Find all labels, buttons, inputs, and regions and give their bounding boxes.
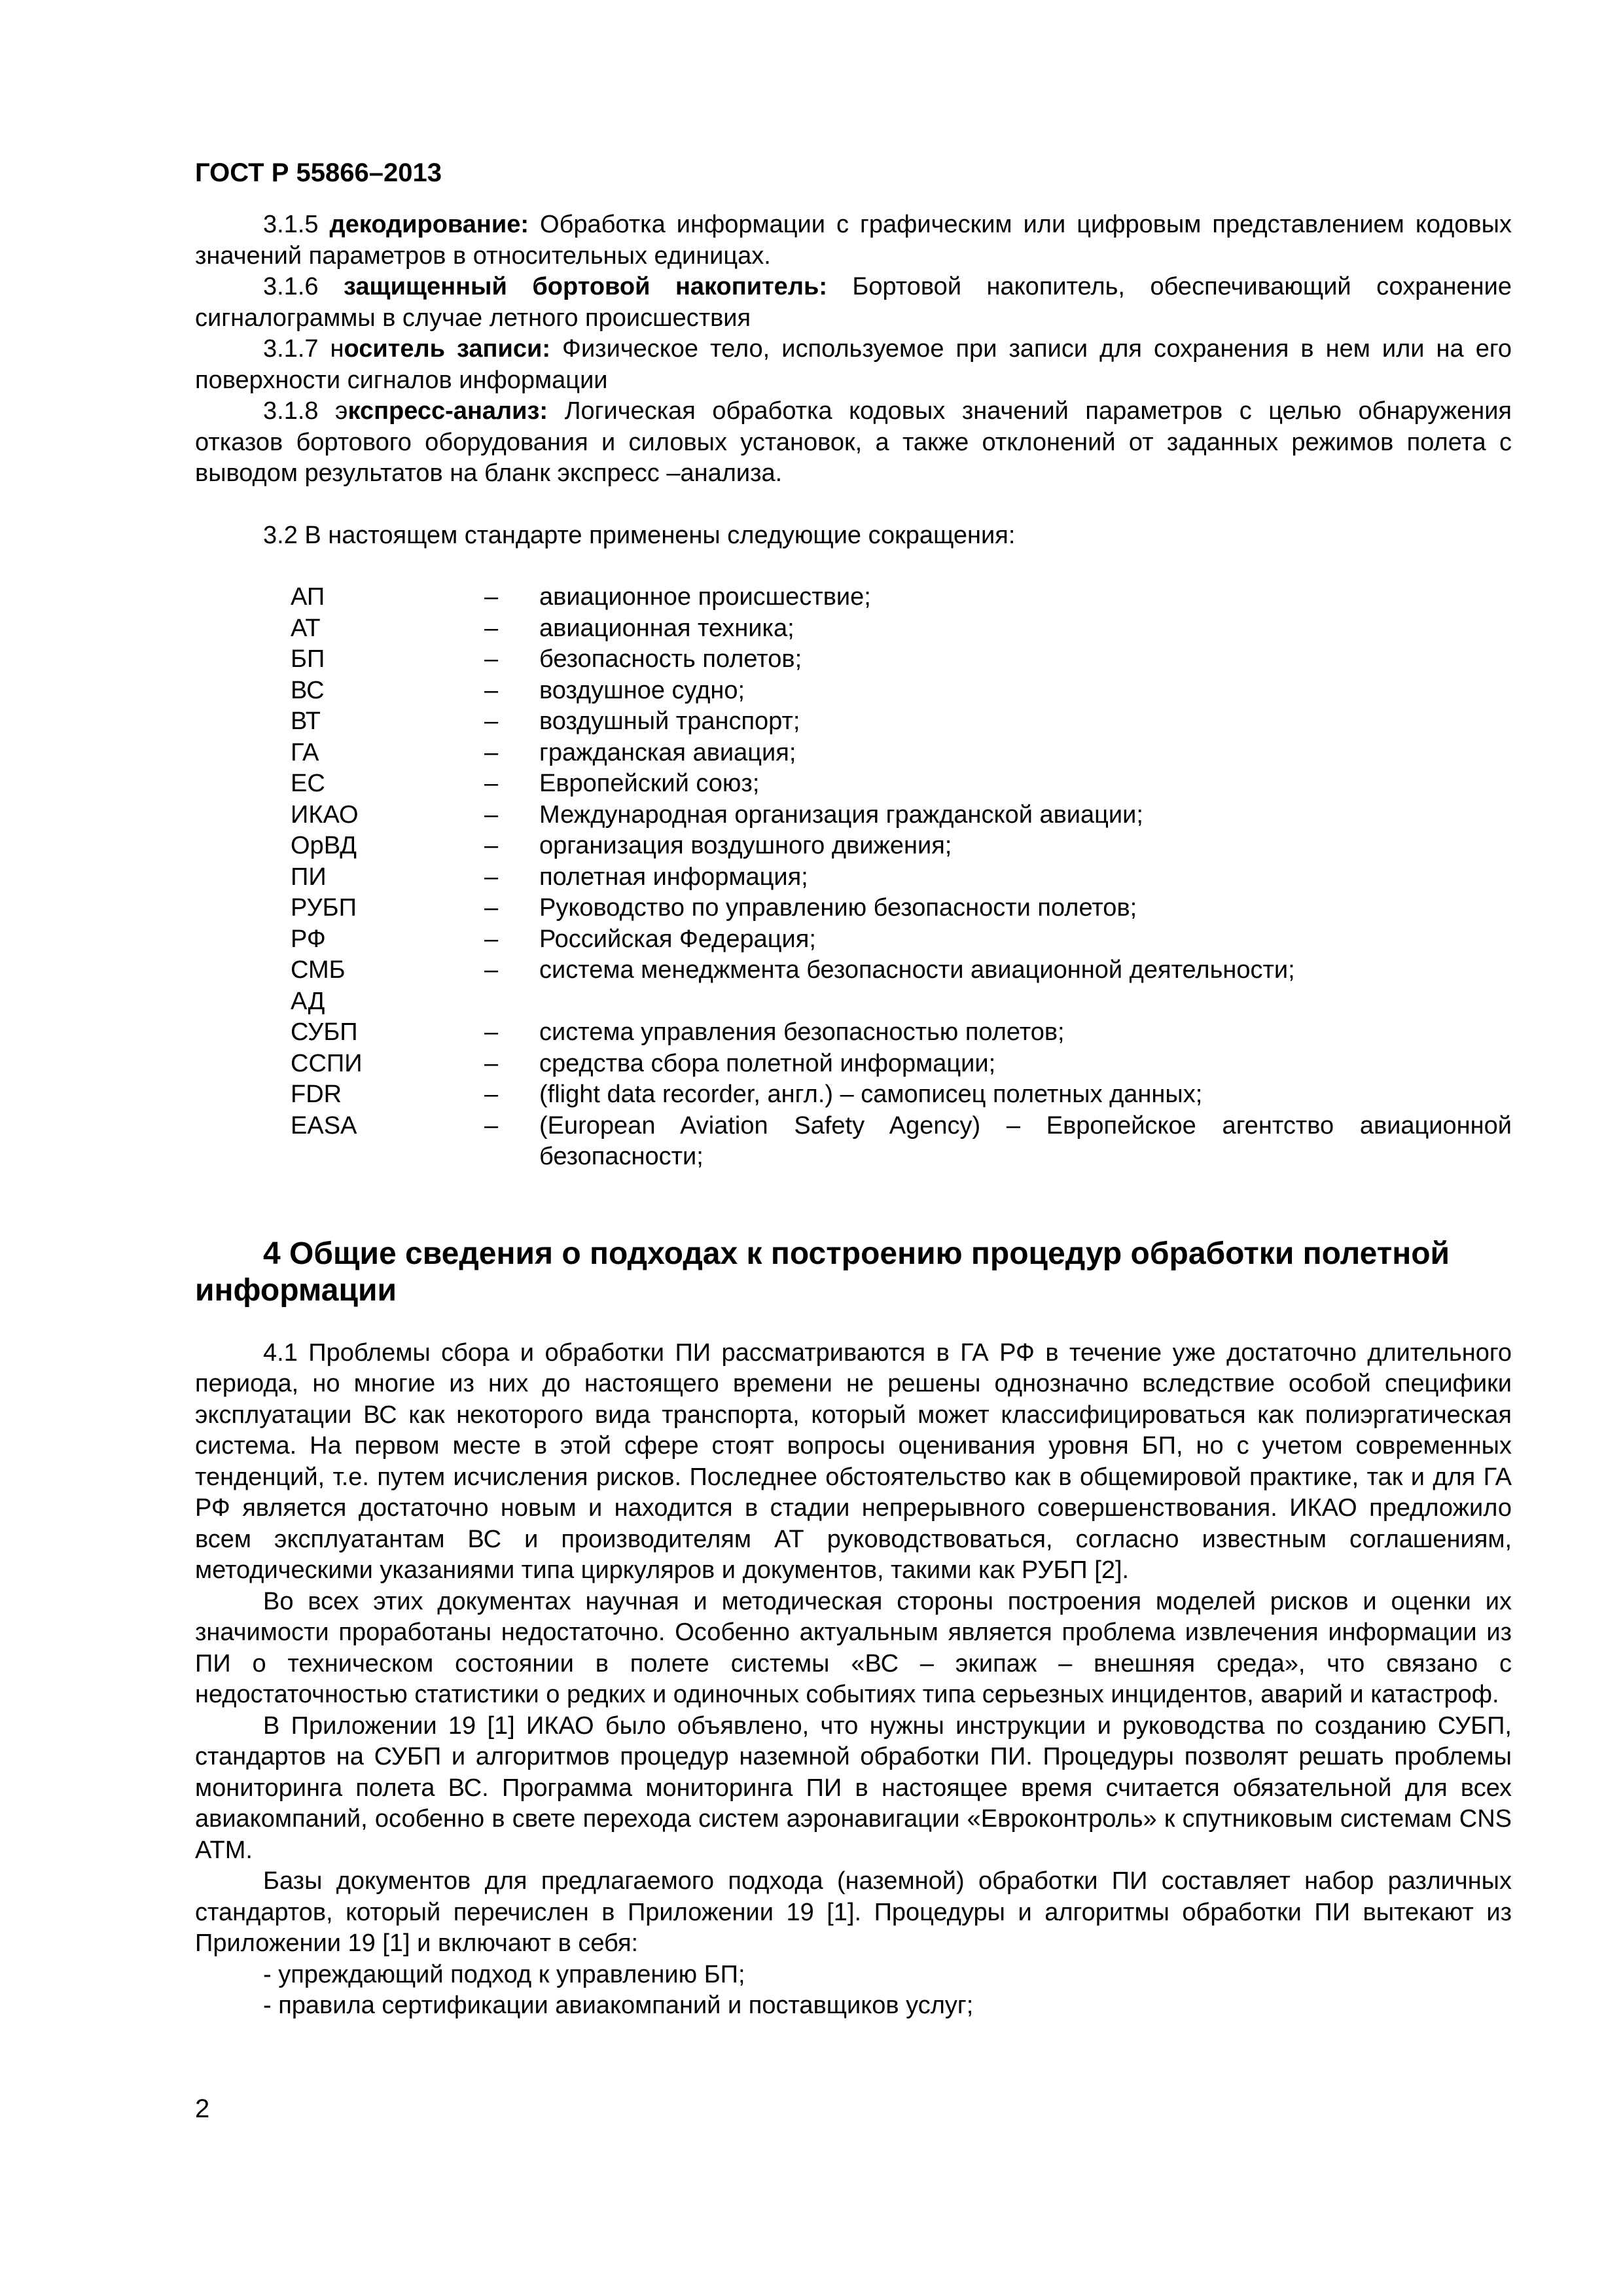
abbreviation-row <box>195 1111 1512 1173</box>
abbreviation-row <box>195 1079 1512 1111</box>
abbreviation-row <box>195 613 1512 645</box>
abbreviation-term: РФ <box>291 925 326 953</box>
abbreviation-dash: – <box>484 800 499 829</box>
abbreviation-dash: – <box>484 708 499 735</box>
abbreviation-term: ВС <box>291 676 325 704</box>
abbreviation-term: EASA <box>291 1111 357 1139</box>
paragraph: Во всех этих документах научная и методическая стороны построения моделей рисков и оценки их значимости проработаны недостаточно. Особенно актуальным является проблема извлечения информации из ПИ о техническом состоянии в полете системы «ВС – экипаж – внешняя среда», что связано с недостаточностью статистики о редких и одиночных событиях типа серьезных инцидентов, аварий и катастроф. <box>195 1587 1512 1708</box>
abbreviation-term: АТ <box>291 614 321 642</box>
abbreviation-definition: система управления безопасностью полетов; <box>539 1018 1065 1046</box>
abbreviation-definition: авиационное происшествие; <box>539 583 871 611</box>
abbreviation-dash: – <box>484 645 499 673</box>
abbreviation-definition: Международная организация гражданской авиации; <box>539 800 1143 829</box>
abbreviation-term: АП <box>291 583 325 611</box>
abbreviation-term: РУБП <box>291 894 357 922</box>
abbreviation-term: ГА <box>291 738 319 766</box>
abbreviation-row <box>195 675 1512 707</box>
abbreviation-definition: (flight data recorder, англ.) – самописец полетных данных; <box>539 1081 1203 1108</box>
list-item: - упреждающий подход к управлению БП; <box>263 1960 745 1988</box>
abbreviation-definition: полетная информация; <box>539 863 808 891</box>
definition-3-1-8: 3.1.8 экспресс-анализ: Логическая обработка кодовых значений параметров с целью обнаружения отказов бортового оборудования и силовых установок, а также отклонений от заданных режимов полета с выводом результатов на бланк экспресс –анализа. <box>195 397 1512 487</box>
document-body <box>195 209 1512 2022</box>
abbreviation-dash: – <box>484 738 499 766</box>
abbreviation-term: FDR <box>291 1081 342 1108</box>
abbreviation-row <box>195 644 1512 675</box>
abbreviation-term: БП <box>291 645 325 673</box>
abbreviation-row <box>195 768 1512 800</box>
definition-3-1-7: 3.1.7 носитель записи: Физическое тело, используемое при записи для сохранения в нем или на его поверхности сигналов информации <box>195 335 1512 394</box>
paragraph: 4.1 Проблемы сбора и обработки ПИ рассматриваются в ГА РФ в течение уже достаточно длительного периода, но многие из них до настоящего времени не решены однозначно вследствие особой специфики эксплуатации ВС как некоторого вида транспорта, который может классифицироваться как полиэргатическая система. На первом месте в этой сфере стоят вопросы оценивания уровня БП, но с учетом современных тенденций, т.е. путем исчисления рисков. Последнее обстоятельство как в общемировой практике, так и для ГА РФ является достаточно новым и находится в стадии непрерывного совершенствования. ИКАО предложило всем эксплуатантам ВС и производителям АТ руководствоваться, согласно известным соглашениям, методическими указаниями типа циркуляров и документов, такими как РУБП [2]. <box>195 1338 1512 1584</box>
definition-term: декодирование: <box>329 211 529 238</box>
paragraph: Базы документов для предлагаемого подхода (наземной) обработки ПИ составляет набор различных стандартов, который перечислен в Приложении 19 [1]. Процедуры и алгоритмы обработки ПИ вытекают из Приложении 19 [1] и включают в себя: <box>195 1867 1512 1957</box>
abbreviation-definition: гражданская авиация; <box>539 738 796 766</box>
abbreviation-row <box>195 862 1512 893</box>
abbreviation-row <box>195 1017 1512 1049</box>
abbreviation-dash: – <box>484 1049 499 1077</box>
abbreviation-term: ПИ <box>291 863 327 891</box>
definition-3-1-5: 3.1.5 декодирование: Обработка информации с графическим или цифровым представлением кодовых значений параметров в относительных единицах. <box>195 211 1512 270</box>
document-header: ГОСТ Р 55866–2013 <box>195 158 442 187</box>
abbreviation-term: СУБП <box>291 1018 358 1046</box>
paragraph: В Приложении 19 [1] ИКАО было объявлено, что нужны инструкции и руководства по созданию СУБП, стандартов на СУБП и алгоритмов процедур наземной обработки ПИ. Процедуры позволят решать проблемы мониторинга полета ВС. Программа мониторинга ПИ в настоящее время считается обязательной для всех авиакомпаний, особенно в свете перехода систем аэронавигации «Евроконтроль» к спутниковым системам CNS ATM. <box>195 1712 1512 1864</box>
abbreviation-row <box>195 831 1512 862</box>
abbreviation-definition: воздушный транспорт; <box>539 708 800 735</box>
abbreviation-row <box>195 738 1512 769</box>
abbreviation-dash: – <box>484 614 499 642</box>
abbreviation-row <box>195 924 1512 956</box>
abbreviation-dash: – <box>484 894 499 922</box>
definition-3-1-6: 3.1.6 защищенный бортовой накопитель: Бортовой накопитель, обеспечивающий сохранение сигналограммы в случае летного происшествия <box>195 273 1512 332</box>
abbreviation-dash: – <box>484 770 499 797</box>
abbreviation-dash: – <box>484 583 499 611</box>
abbreviation-row <box>195 893 1512 924</box>
section-4-heading: 4 Общие сведения о подходах к построению процедур обработки полетной информации <box>195 1236 1450 1308</box>
abbreviation-dash: – <box>484 956 499 984</box>
abbreviation-term: ЕС <box>291 770 325 797</box>
abbreviation-row <box>195 1049 1512 1080</box>
abbreviation-definition: организация воздушного движения; <box>539 832 952 859</box>
abbreviation-definition: безопасность полетов; <box>539 645 802 673</box>
abbreviations-list <box>195 582 1512 1173</box>
list-item: - правила сертификации авиакомпаний и поставщиков услуг; <box>263 1992 974 2019</box>
definition-term: оситель записи: <box>344 335 551 363</box>
abbreviations-intro: 3.2 В настоящем стандарте применены следующие сокращения: <box>263 521 1016 549</box>
abbreviation-definition: средства сбора полетной информации; <box>539 1049 996 1077</box>
abbreviation-definition: авиационная техника; <box>539 614 794 642</box>
abbreviation-term: СМБ АД <box>291 956 346 1015</box>
abbreviation-row <box>195 582 1512 613</box>
page-number: 2 <box>195 2094 210 2123</box>
abbreviation-dash: – <box>484 1111 499 1139</box>
abbreviation-term: ОрВД <box>291 832 357 859</box>
abbreviation-term: ССПИ <box>291 1049 363 1077</box>
abbreviation-dash: – <box>484 832 499 859</box>
abbreviation-term: ИКАО <box>291 800 359 829</box>
abbreviation-dash: – <box>484 1018 499 1046</box>
abbreviation-dash: – <box>484 925 499 953</box>
abbreviation-definition: Европейский союз; <box>539 770 760 797</box>
abbreviation-dash: – <box>484 863 499 891</box>
abbreviation-dash: – <box>484 1081 499 1108</box>
definition-term: защищенный бортовой накопитель: <box>344 273 827 300</box>
abbreviation-definition: Руководство по управлению безопасности полетов; <box>539 894 1137 922</box>
abbreviation-row <box>195 706 1512 738</box>
section-4-body <box>195 1338 1512 2022</box>
abbreviation-term: ВТ <box>291 708 321 735</box>
abbreviation-dash: – <box>484 676 499 704</box>
abbreviation-row <box>195 800 1512 831</box>
abbreviation-definition: Российская Федерация; <box>539 925 816 953</box>
abbreviation-definition: система менеджмента безопасности авиационной деятельности; <box>539 956 1295 984</box>
abbreviation-definition: (European Aviation Safety Agency) – Европейское агентство авиационной безопасности; <box>539 1111 1512 1170</box>
definition-term: кспресс-анализ: <box>348 397 548 425</box>
abbreviation-row <box>195 955 1512 1017</box>
abbreviation-definition: воздушное судно; <box>539 676 745 704</box>
